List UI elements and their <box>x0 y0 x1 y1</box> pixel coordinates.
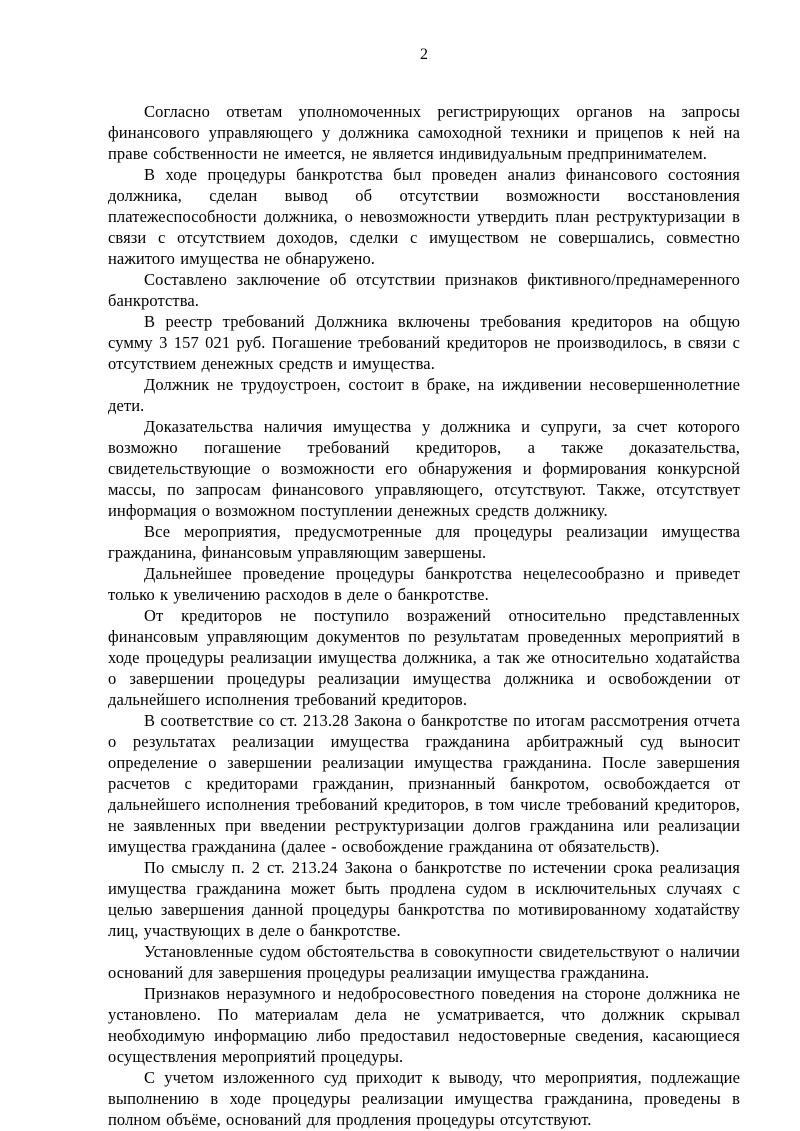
paragraph: В соответствие со ст. 213.28 Закона о банкротстве по итогам рассмотрения отчета о результатах реализации имущества гражданина арбитражный суд выносит определение о завершении реализации имущества гражданина. После завершения расчетов с кредиторами гражданин, признанный банкротом, освобождается от дальнейшего исполнения требований кредиторов, в том числе требований кредиторов, не заявленных при введении реструктуризации долгов гражданина или реализации имущества гражданина (далее - освобождение гражданина от обязательств). <box>108 711 740 856</box>
document-body <box>108 101 740 1130</box>
paragraph: Согласно ответам уполномоченных регистрирующих органов на запросы финансового управляющего у должника самоходной техники и прицепов к ней на праве собственности не имеется, не является индивидуальным предпринимателем. <box>108 102 740 163</box>
paragraph: В реестр требований Должника включены требования кредиторов на общую сумму 3 157 021 руб. Погашение требований кредиторов не производилось, в связи с отсутствием денежных средств и имущества. <box>108 312 740 373</box>
paragraph: По смыслу п. 2 ст. 213.24 Закона о банкротстве по истечении срока реализация имущества гражданина может быть продлена судом в исключительных случаях с целью завершения данной процедуры банкротства по мотивированному ходатайству лиц, участвующих в деле о банкротстве. <box>108 858 740 940</box>
paragraph: С учетом изложенного суд приходит к выводу, что мероприятия, подлежащие выполнению в ходе процедуры реализации имущества гражданина, проведены в полном объёме, оснований для продления процедуры отсутствуют. <box>108 1068 740 1129</box>
paragraph: Составлено заключение об отсутствии признаков фиктивного/преднамеренного банкротства. <box>108 270 740 310</box>
paragraph: От кредиторов не поступило возражений относительно представленных финансовым управляющим документов по результатам проведенных мероприятий в ходе процедуры реализации имущества должника, а так же относительно ходатайства о завершении процедуры реализации имущества должника и освобождении от дальнейшего исполнения требований кредиторов. <box>108 606 740 709</box>
paragraph: Установленные судом обстоятельства в совокупности свидетельствуют о наличии оснований для завершения процедуры реализации имущества гражданина. <box>108 942 740 982</box>
paragraph: Дальнейшее проведение процедуры банкротства нецелесообразно и приведет только к увеличению расходов в деле о банкротстве. <box>108 564 740 604</box>
paragraph: Признаков неразумного и недобросовестного поведения на стороне должника не установлено. По материалам дела не усматривается, что должник скрывал необходимую информацию либо предоставил недостоверные сведения, касающиеся осуществления мероприятий процедуры. <box>108 984 740 1066</box>
page-number: 2 <box>420 46 428 63</box>
paragraph: Все мероприятия, предусмотренные для процедуры реализации имущества гражданина, финансовым управляющим завершены. <box>108 522 740 562</box>
paragraph: Доказательства наличия имущества у должника и супруги, за счет которого возможно погашение требований кредиторов, а также доказательства, свидетельствующие о возможности его обнаружения и формирования конкурсной массы, по запросам финансового управляющего, отсутствуют. Также, отсутствует информация о возможном поступлении денежных средств должнику. <box>108 417 740 520</box>
paragraph: Должник не трудоустроен, состоит в браке, на иждивении несовершеннолетние дети. <box>108 375 740 415</box>
paragraph: В ходе процедуры банкротства был проведен анализ финансового состояния должника, сделан вывод об отсутствии возможности восстановления платежеспособности должника, о невозможности утвердить план реструктуризации в связи с отсутствием доходов, сделки с имуществом не совершались, совместно нажитого имущества не обнаружено. <box>108 165 740 268</box>
